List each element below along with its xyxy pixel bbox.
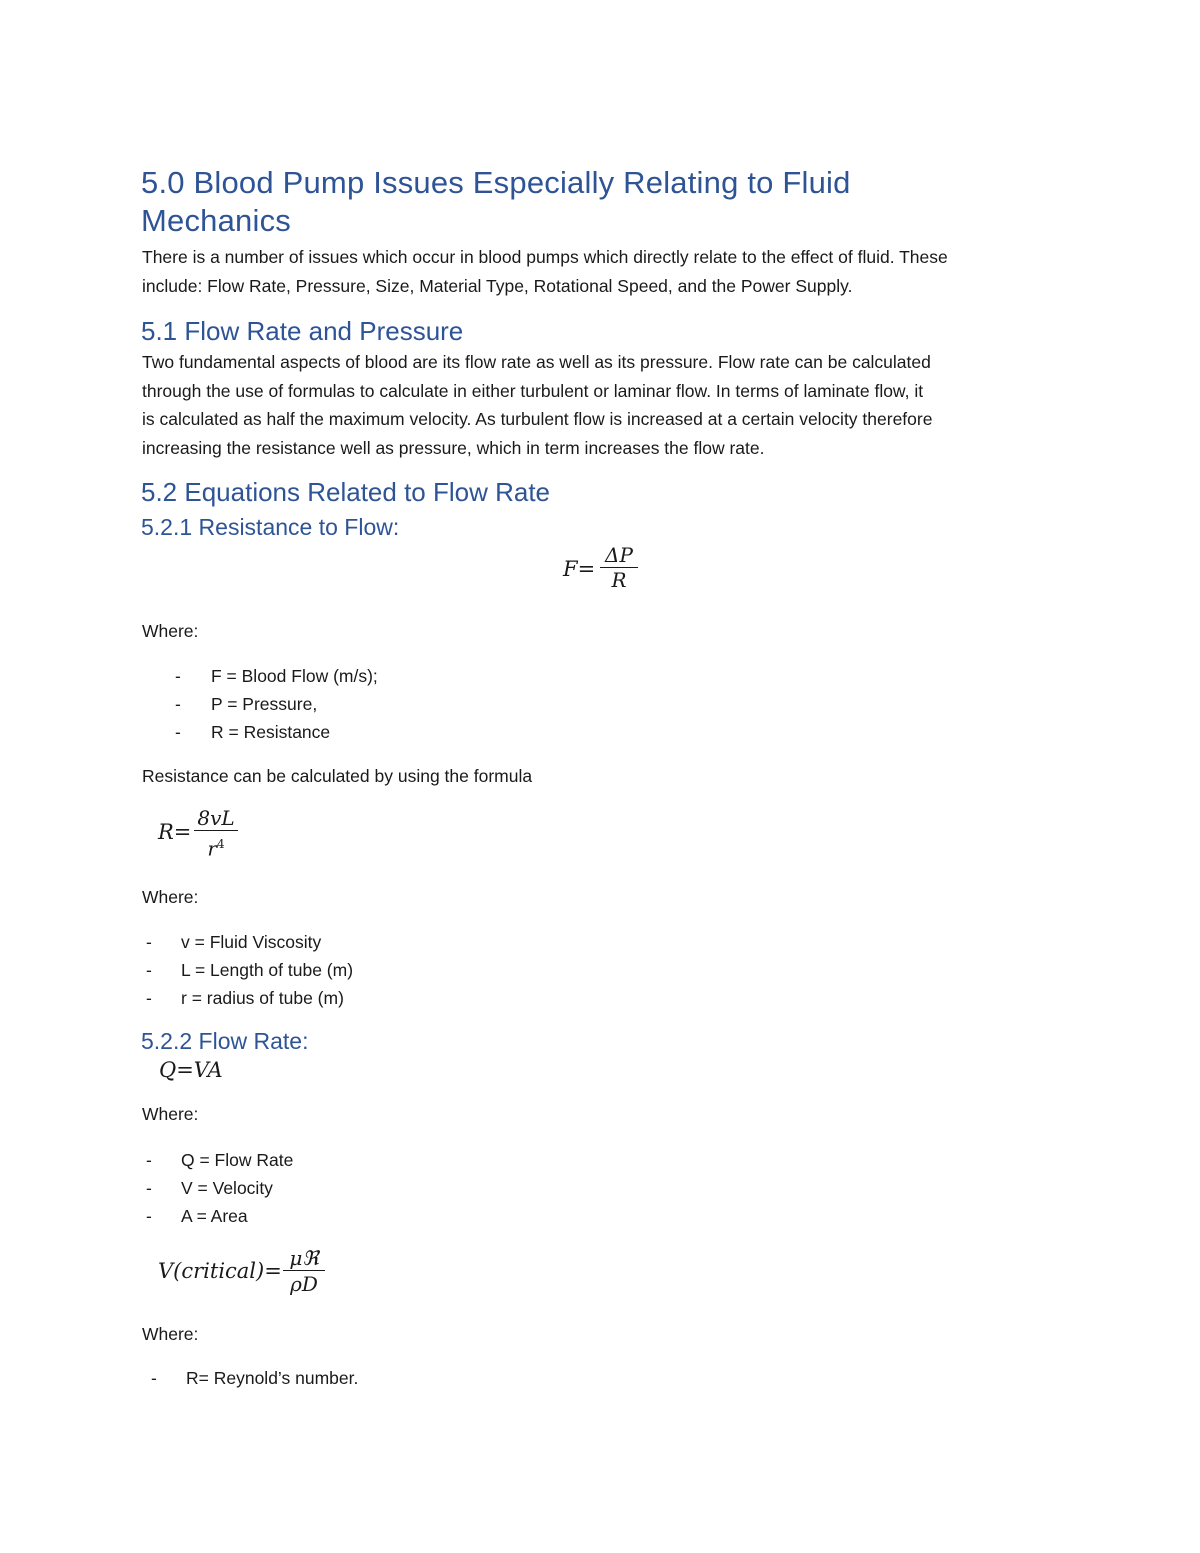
section-5-1-heading: 5.1 Flow Rate and Pressure [141,316,464,346]
list3-item-3: A = Area [181,1206,248,1226]
list2-item-3: r = radius of tube (m) [181,988,344,1008]
eq2-denominator: r [207,836,217,861]
list2-item-1: v = Fluid Viscosity [181,932,322,952]
resistance-text: Resistance can be calculated by using the formula [142,766,533,786]
eq1-denominator: R [611,568,627,592]
eq2-numerator: 8vL [197,806,235,830]
list3-dash-1: - [146,1150,152,1170]
list2-dash-1: - [146,932,152,952]
section-5-2-heading: 5.2 Equations Related to Flow Rate [141,477,551,507]
eq4-fraction [283,1246,325,1297]
eq2-lhs: R= [158,820,192,844]
list1-item-1: F = Blood Flow (m/s); [211,666,378,686]
section-5-1-line-2: through the use of formulas to calculate in either turbulent or laminar flow. In terms of laminate flow, it [142,381,924,401]
where-label-4: Where: [142,1324,199,1344]
list2-dash-3: - [146,988,152,1008]
list1-dash-1: - [175,666,181,686]
list2-item-2: L = Length of tube (m) [181,960,354,980]
eq1-lhs: F= [563,557,596,581]
list4-item-1: R= Reynold’s number. [186,1368,359,1388]
section-5-1-line-1: Two fundamental aspects of blood are its flow rate as well as its pressure. Flow rate can be calculated [142,352,931,372]
list4-dash-1: - [151,1368,157,1388]
where-label-3: Where: [142,1104,199,1124]
list3-item-1: Q = Flow Rate [181,1150,294,1170]
section-5-1-line-3: is calculated as half the maximum velocity. As turbulent flow is increased at a certain velocity therefore [142,409,933,429]
eq2-denominator-exponent: 4 [216,837,225,851]
section-5-1-line-4: increasing the resistance well as pressure, which in term increases the flow rate. [142,438,765,458]
where-label-2: Where: [142,887,199,907]
eq2-fraction [194,806,238,863]
list3-dash-2: - [146,1178,152,1198]
eq4-denominator: ρD [290,1272,318,1296]
list3-dash-3: - [146,1206,152,1226]
list2-dash-2: - [146,960,152,980]
main-heading-line1: 5.0 Blood Pump Issues Especially Relating to Fluid [141,165,851,200]
list1-item-2: P = Pressure, [211,694,318,714]
subsection-5-2-1-heading: 5.2.1 Resistance to Flow: [141,514,400,540]
intro-line-2: include: Flow Rate, Pressure, Size, Material Type, Rotational Speed, and the Power Supply. [142,276,853,296]
main-heading-line2: Mechanics [141,203,291,238]
eq1-numerator: ΔP [605,543,633,567]
list1-dash-3: - [175,722,181,742]
where-label-1: Where: [142,621,199,641]
list1-item-3: R = Resistance [211,722,331,742]
intro-line-1: There is a number of issues which occur in blood pumps which directly relate to the effect of fluid. These [142,247,948,267]
eq1-fraction [600,543,638,592]
list1-dash-2: - [175,694,181,714]
eq4-numerator: μℜ [289,1246,319,1270]
eq4-lhs: V(critical)= [158,1259,282,1283]
subsection-5-2-2-heading: 5.2.2 Flow Rate: [141,1028,309,1054]
list3-item-2: V = Velocity [181,1178,273,1198]
equation-flow-rate: Q=VA [159,1058,223,1082]
